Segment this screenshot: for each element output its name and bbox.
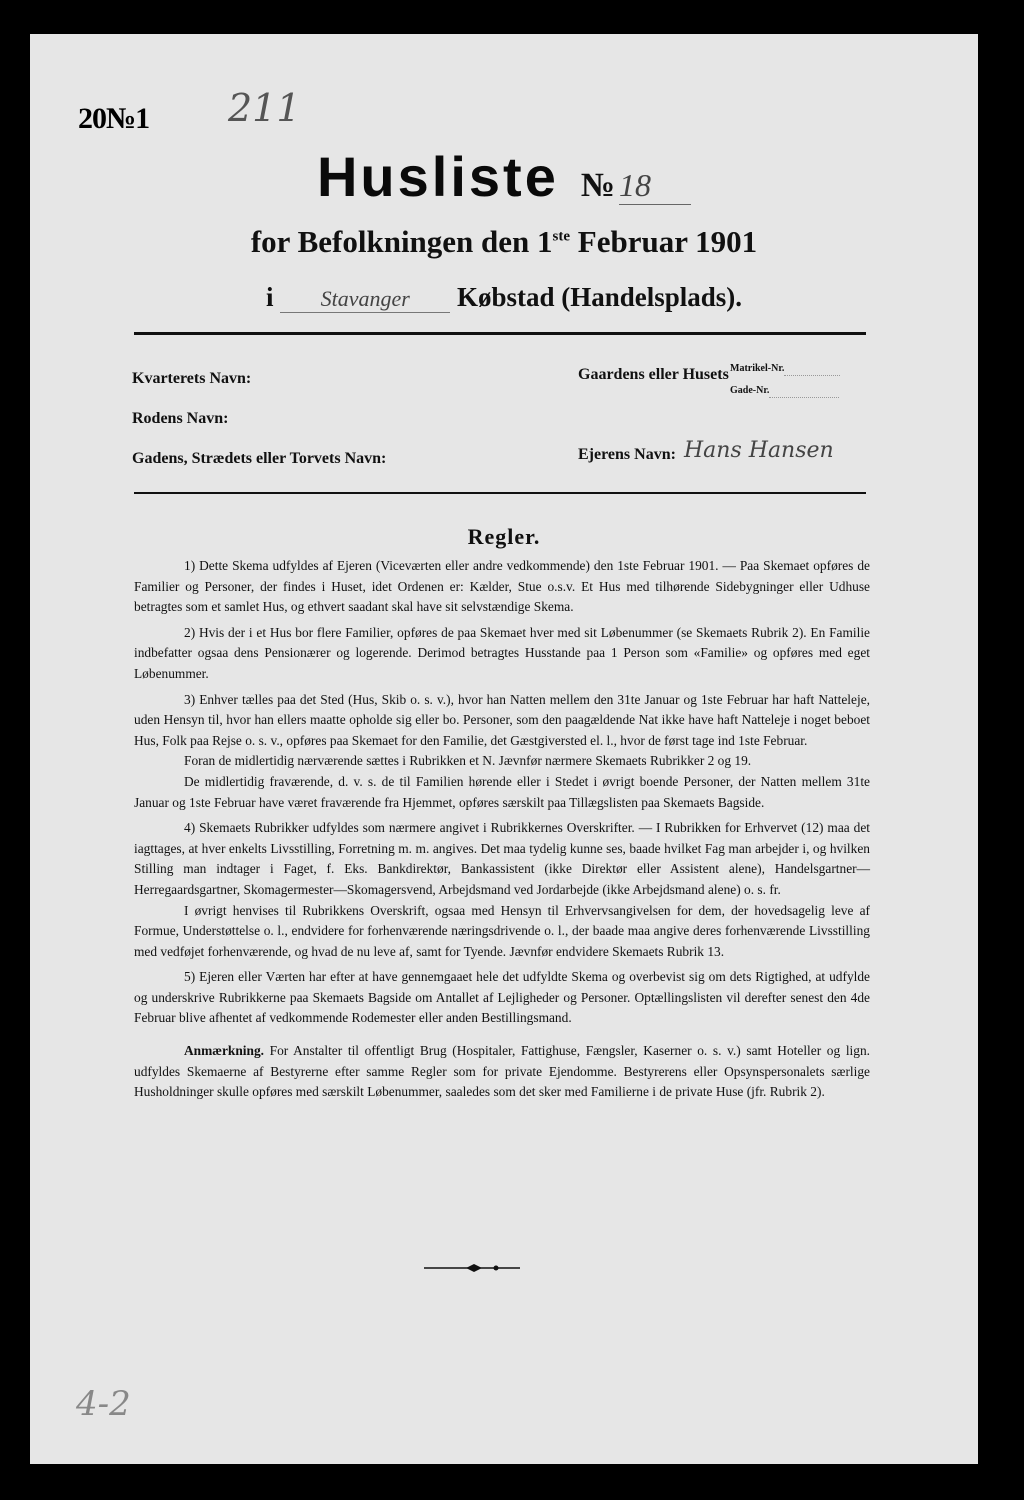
note (134, 1041, 870, 1103)
subtitle-date (30, 224, 978, 260)
page-title: Husliste (316, 145, 559, 208)
subtitle-sup: ste (552, 228, 571, 245)
top-rule (134, 332, 866, 335)
title-row (30, 144, 978, 209)
rules-heading: Regler. (467, 524, 541, 549)
mid-rule (134, 492, 866, 494)
list-number-field: 18 (619, 167, 691, 205)
kvarter-label: Kvarterets Navn: (132, 370, 252, 387)
handwritten-number: 211 (228, 86, 301, 130)
rule-5: 5) Ejeren eller Værten har efter at have gennemgaaet hele det udfyldte Skema og overbevist sig om dets Rigtighed, at udfylde og underskrive Rubrikkerne paa Skemaets Bagside om Antallet af Lejligheder og Personer. Optællingslisten vil derefter senest den 4de Februar blive afhentet af vedkommende Rodemester eller anden Bestillingsmand. (134, 969, 870, 1026)
place-prefix: i (265, 282, 274, 312)
gade-label: Gadens, Strædets eller Torvets Navn: (132, 450, 387, 467)
note-label: Anmærkning. (184, 1043, 264, 1059)
rule-3-foran: Foran de midlertidig nærværende sættes i Rubrikken et N. Jævnfør nærmere Skemaets Rubrikker 2 og 19. (184, 753, 752, 769)
rule-2: 2) Hvis der i et Hus bor flere Familier, opføres de paa Skemaet hver med sit Løbenummer (se Skemaets Rubrik 2). En Familie indbefatter ogsaa dens Pensionærer og logerende. Derimod betragtes Husstande paa 1 Person som «Familie» og opføres med eget Løbenummer. (134, 624, 870, 681)
flourish-ornament (422, 1262, 522, 1274)
rule-3: 3) Enhver tælles paa det Sted (Hus, Skib o. s. v.), hvor han Natten mellem den 31te Januar og 1ste Februar har haft Natteleje, uden Hensyn til, hvor han ellers maatte opholde sig eller bo. Personer, som den paagældende Nat ikke have haft Natteleje i noget beboet Hus, Folk paa Rejse o. s. v., opføres paa Skemaet for den Familie, det Gæstgiversted el. l., hvor de først tage ind 1ste Februar. (134, 691, 870, 748)
note-text: For Anstalter til offentligt Brug (Hospitaler, Fattighuse, Fængsler, Kaserner o. s. v.) samt Hoteller og lign. udfyldes Skemaerne af Bestyrerne efter samme Regler som for private Ejendomme. Bestyrerens eller Opsynspersonalets særlige Husholdninger skulle opføres med særskilt Løbenummer, saaledes som det sker med Familierne i de private Huse (jfr. Rubrik 2). (134, 1043, 870, 1100)
matrikel-label: Matrikel-Nr. (730, 363, 785, 374)
subtitle-post: Februar 1901 (570, 224, 758, 259)
rules-text (134, 556, 870, 1108)
subtitle-pre: for Befolkningen den 1 (250, 224, 553, 259)
matrikel-block (730, 358, 870, 398)
number-label: № (580, 167, 616, 204)
rule-4: 4) Skemaets Rubrikker udfyldes som nærmere angivet i Rubrikkernes Overskrifter. — I Rubrikken for Erhvervet (12) maa det iagttages, at hver enkelts Livsstilling, Forretning m. m. angives. Det maa tydelig kunne ses, baade hvilket Fag man arbejder i, og hvilken Stilling man indtager i Faget, f. Eks. Bankdirektør, Bankassistent (ikke Direktør eller Assistent alene), Handelsgartner—Herregaardsgartner, Skomagermester—Skomagersvend, Arbejdsmand ved Jordarbejde (ikke Arbejdsmand alene) o. s. fr. (134, 820, 870, 897)
rode-label: Rodens Navn: (132, 410, 229, 427)
ejer-label: Ejerens Navn: (578, 446, 676, 463)
place-suffix: Købstad (Handelsplads). (456, 282, 743, 312)
gaard-label: Gaardens eller Husets (578, 366, 729, 383)
form-sheet (30, 34, 978, 1464)
archive-stamp: 20№1 (78, 102, 150, 135)
rule-3-fravaerende: De midlertidig fraværende, d. v. s. de til Familien hørende eller i Stedet i øvrigt boende Personer, der Natten mellem 31te Januar og 1ste Februar have været fraværende fra Hjemmet, opføres særskilt paa Tillægslisten paa Skemaets Bagside. (134, 773, 870, 810)
place-field: Stavanger (280, 286, 450, 313)
owner-name-field: Hans Hansen (684, 438, 834, 463)
rule-1: 1) Dette Skema udfyldes af Ejeren (Viceværten eller andre vedkommende) den 1ste Februar 1901. — Paa Skemaet opføres de Familier og Personer, der findes i Huset, idet Ordenen er: Kælder, Stue o.s.v. Et Hus med tilhørende Sidebygninger eller Udhuse betragtes som et samlet Hus, og ethvert saadant skal have sit selvstændige Skema. (134, 558, 870, 615)
gade-nr-label: Gade-Nr. (730, 385, 770, 396)
subtitle-place (30, 282, 978, 313)
corner-mark: 4-2 (76, 1384, 131, 1424)
rule-4-ovrigt: I øvrigt henvises til Rubrikkens Overskrift, ogsaa med Hensyn til Erhvervsangivelsen for dem, der hovedsagelig leve af Formue, Understøttelse o. l., endvidere for forhenværende næringsdrivende o. l., der baade maa angive deres forhenværende Livsstilling med vedføjet forhenværende, og hvad de nu leve af, samt for Tyende. Jævnfør endvidere Skemaets Rubrik 13. (134, 902, 870, 959)
